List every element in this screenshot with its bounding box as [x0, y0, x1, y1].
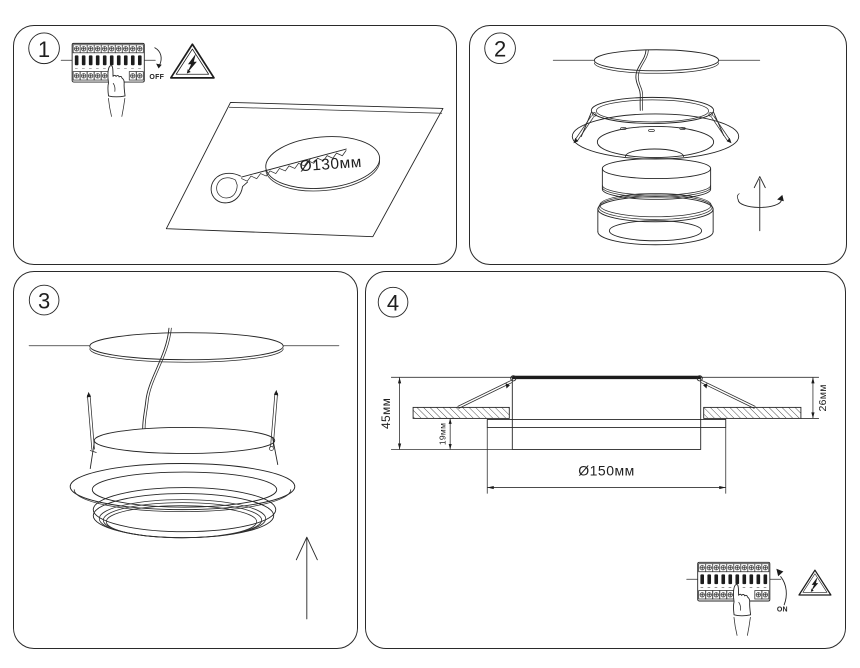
breaker-on-illustration: [687, 562, 831, 635]
panel-step-2: [469, 25, 847, 265]
step-number: 2: [493, 36, 507, 62]
svg-text:Ø150мм: Ø150мм: [578, 462, 635, 479]
step-number-badge: [29, 33, 60, 64]
cutout-diameter-label: Ø130мм: [299, 153, 363, 176]
power-off-arrow-icon: [155, 48, 162, 69]
dimension-below-ceiling: [438, 418, 459, 449]
fixture-top-plate: [512, 376, 700, 379]
trim-flange: [487, 419, 725, 427]
dimension-total-height: [379, 377, 401, 449]
svg-text:26мм: 26мм: [816, 384, 829, 412]
spring-clips: [573, 113, 731, 144]
push-up-arrow-icon: [296, 537, 317, 619]
ceiling-board-drawing: [166, 102, 443, 236]
panel-step-3: [13, 271, 358, 649]
supply-cable: [636, 50, 646, 110]
svg-text:19мм: 19мм: [437, 422, 448, 446]
step-number: 1: [37, 36, 51, 62]
fixture-housing-drawing: [572, 97, 738, 159]
step-number: 4: [386, 290, 400, 316]
power-on-arrow-icon: [776, 569, 786, 605]
svg-text:45мм: 45мм: [379, 397, 394, 429]
ceiling-slab-left: [413, 407, 509, 418]
breaker-off-illustration: [61, 43, 214, 116]
step-number: 3: [37, 288, 51, 314]
step-number-badge: [378, 287, 408, 317]
step-number-badge: [485, 33, 516, 64]
spring-clips: [458, 376, 755, 409]
power-off-label: OFF: [149, 73, 165, 81]
ceiling-hole-drawing: [553, 50, 760, 111]
power-on-label: ON: [776, 606, 788, 614]
rotate-insert-arrow-icon: [737, 177, 783, 231]
panel-step-1: [13, 25, 457, 265]
ceiling-hole-drawing: [29, 328, 339, 428]
trim-ring-drawing: [93, 488, 275, 538]
dimension-above-ceiling: [811, 377, 829, 418]
spring-clips: [87, 390, 279, 453]
ceiling-slab-right: [704, 407, 801, 418]
ceiling-cross-section-drawing: [379, 376, 829, 494]
step-number-badge: [29, 285, 59, 315]
panel-step-4: [365, 271, 846, 649]
trim-ring-drawing: [598, 194, 713, 245]
dimension-trim-diameter: [487, 427, 725, 493]
